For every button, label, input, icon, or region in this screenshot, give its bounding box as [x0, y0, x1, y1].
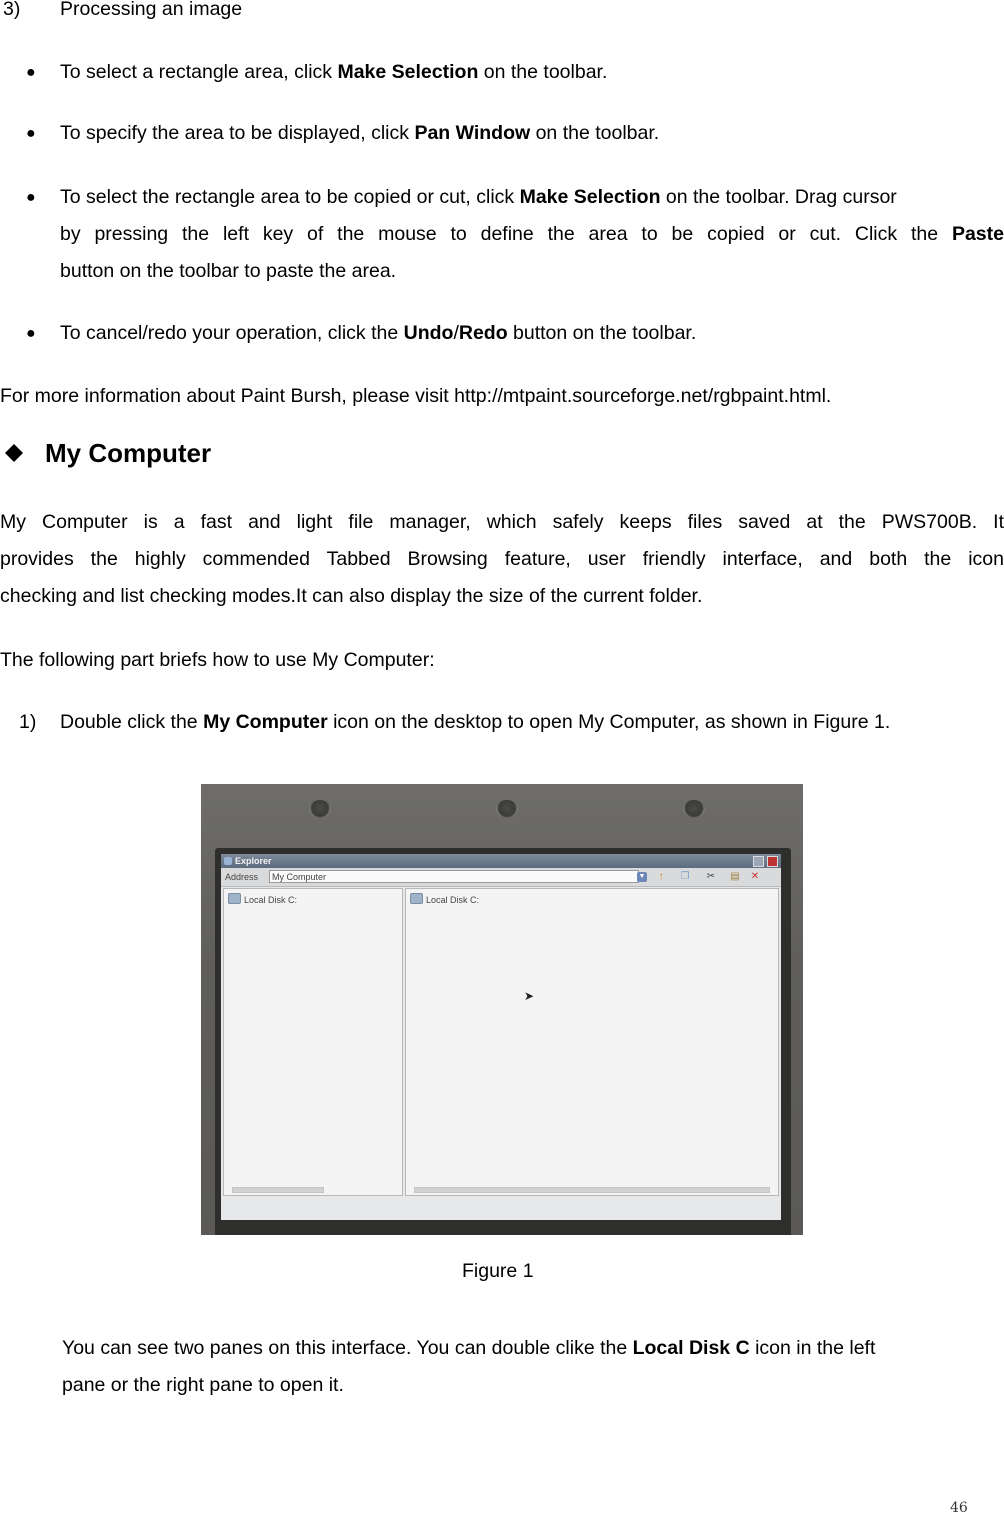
- address-input[interactable]: My Computer: [269, 870, 639, 883]
- intro-line: checking and list checking modes.It can also display the size of the current folder.: [0, 585, 703, 607]
- bullet-text: To cancel/redo your operation, click the Undo/Redo button on the toolbar.: [60, 322, 697, 344]
- up-folder-icon[interactable]: ↑: [658, 871, 664, 882]
- local-disk-item[interactable]: Local Disk C:: [410, 893, 479, 906]
- list-item-text: Double click the My Computer icon on the desktop to open My Computer, as shown in Figure 1.: [60, 711, 891, 733]
- address-bar: [221, 868, 781, 887]
- section-heading: My Computer: [45, 438, 212, 468]
- bullet-symbol: ●: [26, 325, 36, 342]
- list-number: 1): [19, 711, 37, 733]
- diamond-bullet-icon: [4, 443, 24, 463]
- right-pane: [405, 888, 779, 1196]
- explorer-icon: [224, 857, 232, 865]
- device-screen: [221, 854, 781, 1220]
- list-item-text: Processing an image: [60, 0, 243, 20]
- paste-icon[interactable]: ▤: [730, 871, 740, 882]
- left-pane: [223, 888, 403, 1196]
- local-disk-item[interactable]: Local Disk C:: [228, 893, 297, 906]
- minimize-button[interactable]: [753, 856, 764, 867]
- intro-line: provides the highly commended Tabbed Browsing feature, user friendly interface, and both the icon: [0, 548, 1004, 570]
- disk-icon: [228, 893, 241, 904]
- scrollbar[interactable]: [232, 1187, 324, 1193]
- address-label: Address: [225, 872, 259, 882]
- chevron-down-icon[interactable]: ▼: [638, 873, 646, 880]
- cut-icon[interactable]: ✂: [706, 871, 716, 882]
- bullet-symbol: ●: [26, 125, 36, 142]
- bullet-text: To specify the area to be displayed, click Pan Window on the toolbar.: [60, 122, 660, 144]
- device-hole: [683, 800, 705, 818]
- bullet-text: To select the rectangle area to be copied or cut, click Make Selection on the toolbar. Drag cursor: [60, 186, 897, 208]
- bullet-text: To select a rectangle area, click Make Selection on the toolbar.: [60, 61, 608, 83]
- figure-caption: Figure 1: [462, 1260, 534, 1282]
- window-titlebar: [221, 854, 781, 868]
- window-title: Explorer: [235, 856, 272, 866]
- list-number: 3): [3, 0, 21, 20]
- bullet-text-continued: button on the toolbar to paste the area.: [60, 260, 397, 282]
- bullet-symbol: ●: [26, 64, 36, 81]
- copy-icon[interactable]: ❐: [680, 871, 690, 882]
- bullet-symbol: ●: [26, 189, 36, 206]
- scrollbar[interactable]: [414, 1187, 770, 1193]
- intro-line: My Computer is a fast and light file manager, which safely keeps files saved at the PWS700B. It: [0, 511, 1004, 533]
- device-hole: [309, 800, 331, 818]
- close-button[interactable]: [767, 856, 778, 867]
- device-hole: [496, 800, 518, 818]
- after-figure-line: pane or the right pane to open it.: [62, 1374, 344, 1396]
- after-figure-line: You can see two panes on this interface. You can double clike the Local Disk C icon in the left: [62, 1337, 876, 1359]
- page-number: 46: [950, 1500, 968, 1516]
- disk-icon: [410, 893, 423, 904]
- more-info-text: For more information about Paint Bursh, please visit http://mtpaint.sourceforge.net/rgbpaint.html.: [0, 385, 832, 407]
- bullet-text-continued: by pressing the left key of the mouse to define the area to be copied or cut. Click the Paste: [60, 223, 1004, 245]
- following-text: The following part briefs how to use My Computer:: [0, 649, 435, 671]
- delete-icon[interactable]: ✕: [750, 871, 760, 882]
- mouse-cursor-icon: ➤: [524, 989, 535, 1003]
- figure-photo: [201, 784, 803, 1235]
